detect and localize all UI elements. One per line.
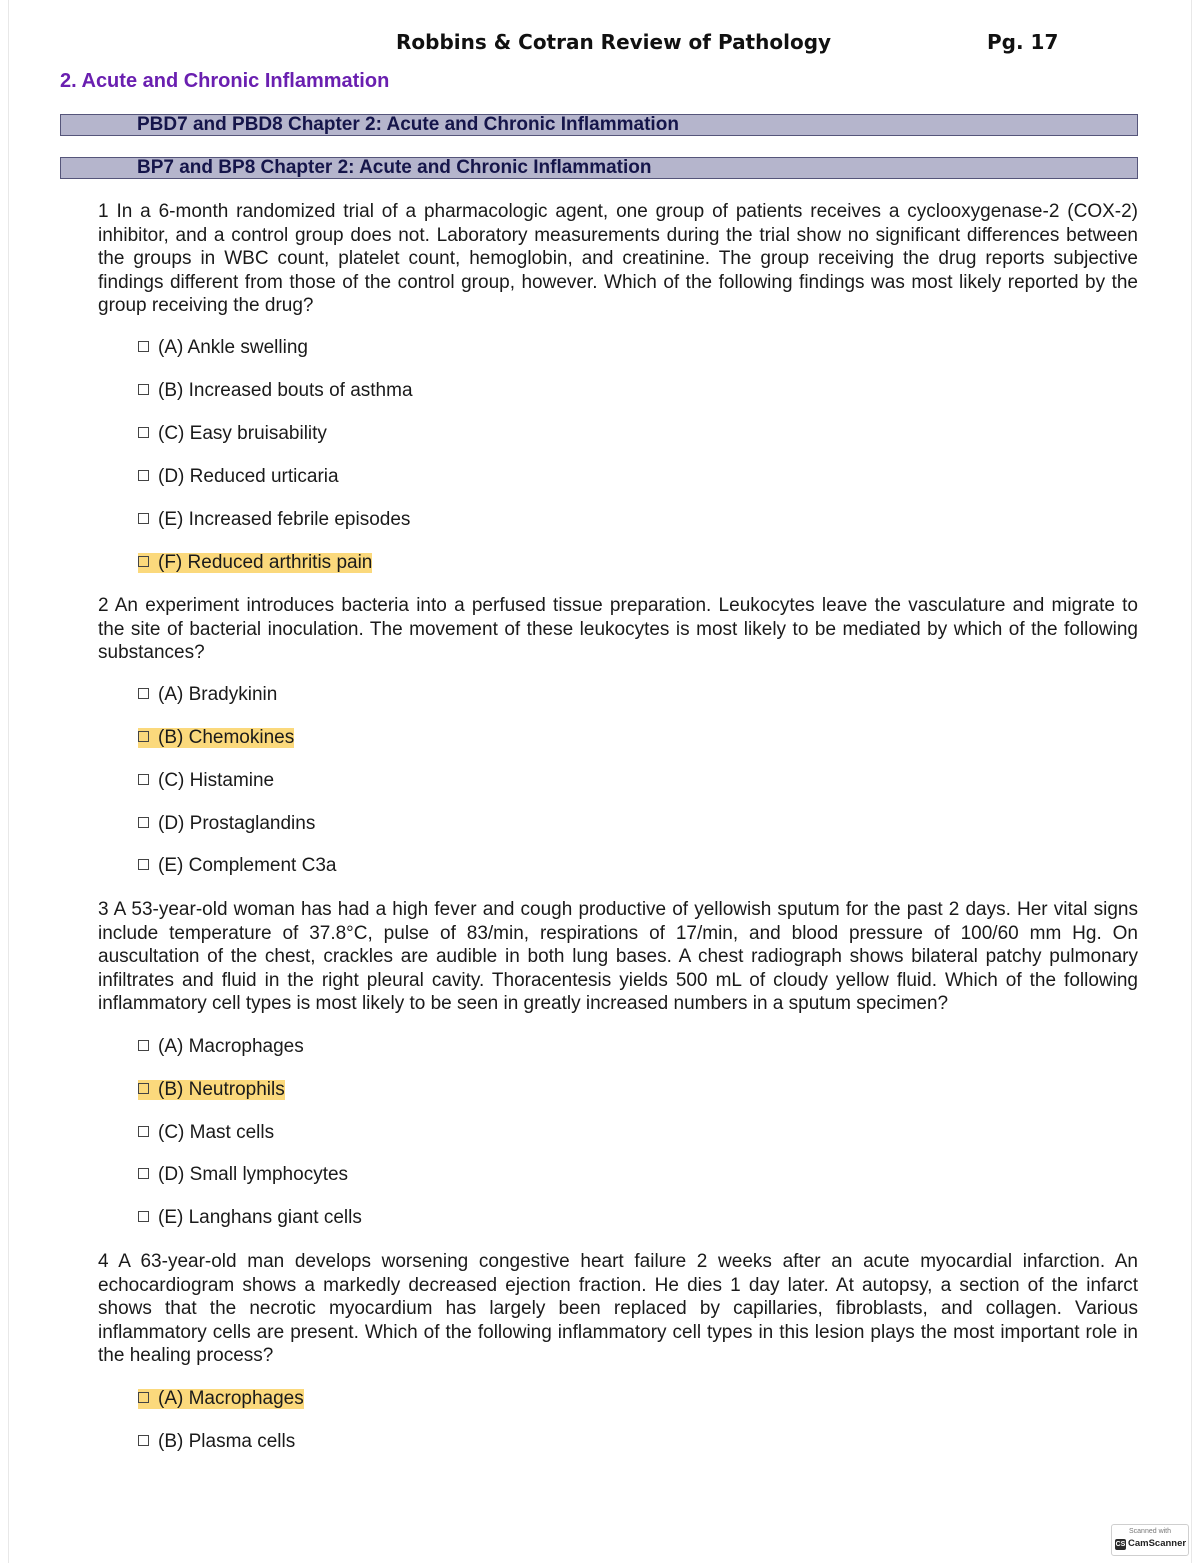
question-4-stem: 4 A 63-year-old man develops worsening congestive heart failure 2 weeks after an acute myocardial infarction. An echocardiogram shows a markedly decreased ejection fraction. He dies 1 day later. At autopsy, a section of the infarct shows that the necrotic myocardium has largely been replaced by capillaries, fibroblasts, and collagen. Various inflammatory cells are present. Which of the following inflammatory cell types in this lesion plays the most important role in the healing process? [98, 1251, 1138, 1366]
option-label: (D) Reduced urticaria [158, 466, 339, 487]
question-1-option-f-highlighted[interactable] [138, 550, 372, 576]
checkbox-icon[interactable] [138, 731, 149, 742]
option-label: (C) Histamine [158, 770, 275, 791]
question-3-option-e[interactable] [138, 1205, 362, 1231]
checkbox-icon[interactable] [138, 1083, 149, 1094]
checkbox-icon[interactable] [138, 859, 149, 870]
chapter-bar-pbd [60, 114, 1138, 136]
checkbox-icon[interactable] [138, 427, 149, 438]
option-label: (E) Complement C3a [158, 855, 337, 876]
question-2-option-c[interactable] [138, 768, 274, 794]
option-label: (E) Increased febrile episodes [158, 509, 411, 530]
camscanner-badge [1111, 1524, 1189, 1556]
book-title: Robbins & Cotran Review of Pathology [396, 30, 832, 54]
question-2-option-a[interactable] [138, 682, 277, 708]
option-label: (B) Plasma cells [158, 1431, 296, 1452]
checkbox-icon[interactable] [138, 341, 149, 352]
option-label: (B) Neutrophils [158, 1079, 285, 1100]
option-label: (D) Prostaglandins [158, 813, 316, 834]
option-label: (B) Chemokines [158, 727, 295, 748]
checkbox-icon[interactable] [138, 556, 149, 567]
option-label: (C) Mast cells [158, 1122, 275, 1143]
question-1-stem: 1 In a 6-month randomized trial of a pharmacologic agent, one group of patients receives a cyclooxygenase-2 (COX-2) inhibitor, and a control group does not. Laboratory measurements during the trial show no significant differences between the groups in WBC count, platelet count, hemoglobin, and creatinine. The group receiving the drug reports subjective findings different from those of the control group, however. Which of the following findings was most likely reported by the group receiving the drug? [98, 201, 1138, 316]
checkbox-icon[interactable] [138, 470, 149, 481]
option-label: (A) Ankle swelling [158, 337, 308, 358]
option-label: (A) Macrophages [158, 1036, 304, 1057]
checkbox-icon[interactable] [138, 1168, 149, 1179]
question-2-option-d[interactable] [138, 811, 315, 837]
question-3-option-d[interactable] [138, 1162, 348, 1188]
question-1-option-b[interactable] [138, 378, 413, 404]
camscanner-logo-icon: CS [1115, 1541, 1126, 1548]
option-label: (A) Bradykinin [158, 684, 278, 705]
scanner-caption: Scanned with [1128, 1528, 1172, 1535]
checkbox-icon[interactable] [138, 774, 149, 785]
question-3-option-c[interactable] [138, 1120, 274, 1146]
question-3-option-a[interactable] [138, 1034, 304, 1060]
checkbox-icon[interactable] [138, 1392, 149, 1403]
question-1-option-c[interactable] [138, 421, 327, 447]
question-4-option-b[interactable] [138, 1429, 295, 1455]
question-2-option-b-highlighted[interactable] [138, 725, 294, 751]
option-label: (D) Small lymphocytes [158, 1164, 349, 1185]
checkbox-icon[interactable] [138, 688, 149, 699]
option-label: (A) Macrophages [158, 1388, 304, 1409]
question-2-option-e[interactable] [138, 853, 336, 879]
section-title: 2. Acute and Chronic Inflammation [60, 70, 390, 92]
question-1-option-a[interactable] [138, 335, 308, 361]
option-label: (E) Langhans giant cells [158, 1207, 362, 1228]
question-1-option-d[interactable] [138, 464, 339, 490]
option-label: (B) Increased bouts of asthma [158, 380, 413, 401]
question-2-stem: 2 An experiment introduces bacteria into a perfused tissue preparation. Leukocytes leave the vasculature and migrate to the site of bacterial inoculation. The movement of these leukocytes is most likely to be mediated by which of the following substances? [98, 595, 1138, 663]
chapter-bar-label: BP7 and BP8 Chapter 2: Acute and Chronic Inflammation [137, 157, 652, 178]
checkbox-icon[interactable] [138, 1040, 149, 1051]
option-label: (C) Easy bruisability [158, 423, 327, 444]
question-3-stem: 3 A 53-year-old woman has had a high fever and cough productive of yellowish sputum for the past 2 days. Her vital signs include temperature of 37.8°C, pulse of 83/min, respirations of 17/min, and blood pressure of 100/60 mm Hg. On auscultation of the chest, crackles are audible in both lung bases. A chest radiograph shows bilateral patchy pulmonary infiltrates and fluid in the right pleural cavity. Thoracentesis yields 500 mL of cloudy yellow fluid. Which of the following inflammatory cell types is most likely to be seen in greatly increased numbers in a sputum specimen? [98, 899, 1138, 1014]
question-3-option-b-highlighted[interactable] [138, 1077, 285, 1103]
chapter-bar-bp [60, 157, 1138, 179]
checkbox-icon[interactable] [138, 1435, 149, 1446]
question-1-option-e[interactable] [138, 507, 410, 533]
checkbox-icon[interactable] [138, 513, 149, 524]
question-4-option-a-highlighted[interactable] [138, 1386, 304, 1412]
checkbox-icon[interactable] [138, 817, 149, 828]
checkbox-icon[interactable] [138, 1126, 149, 1137]
chapter-bar-label: PBD7 and PBD8 Chapter 2: Acute and Chronic Inflammation [137, 114, 679, 135]
checkbox-icon[interactable] [138, 384, 149, 395]
option-label: (F) Reduced arthritis pain [158, 552, 373, 573]
page-number: Pg. 17 [987, 30, 1059, 54]
checkbox-icon[interactable] [138, 1211, 149, 1222]
scanner-brand: CamScanner [1128, 1538, 1187, 1549]
